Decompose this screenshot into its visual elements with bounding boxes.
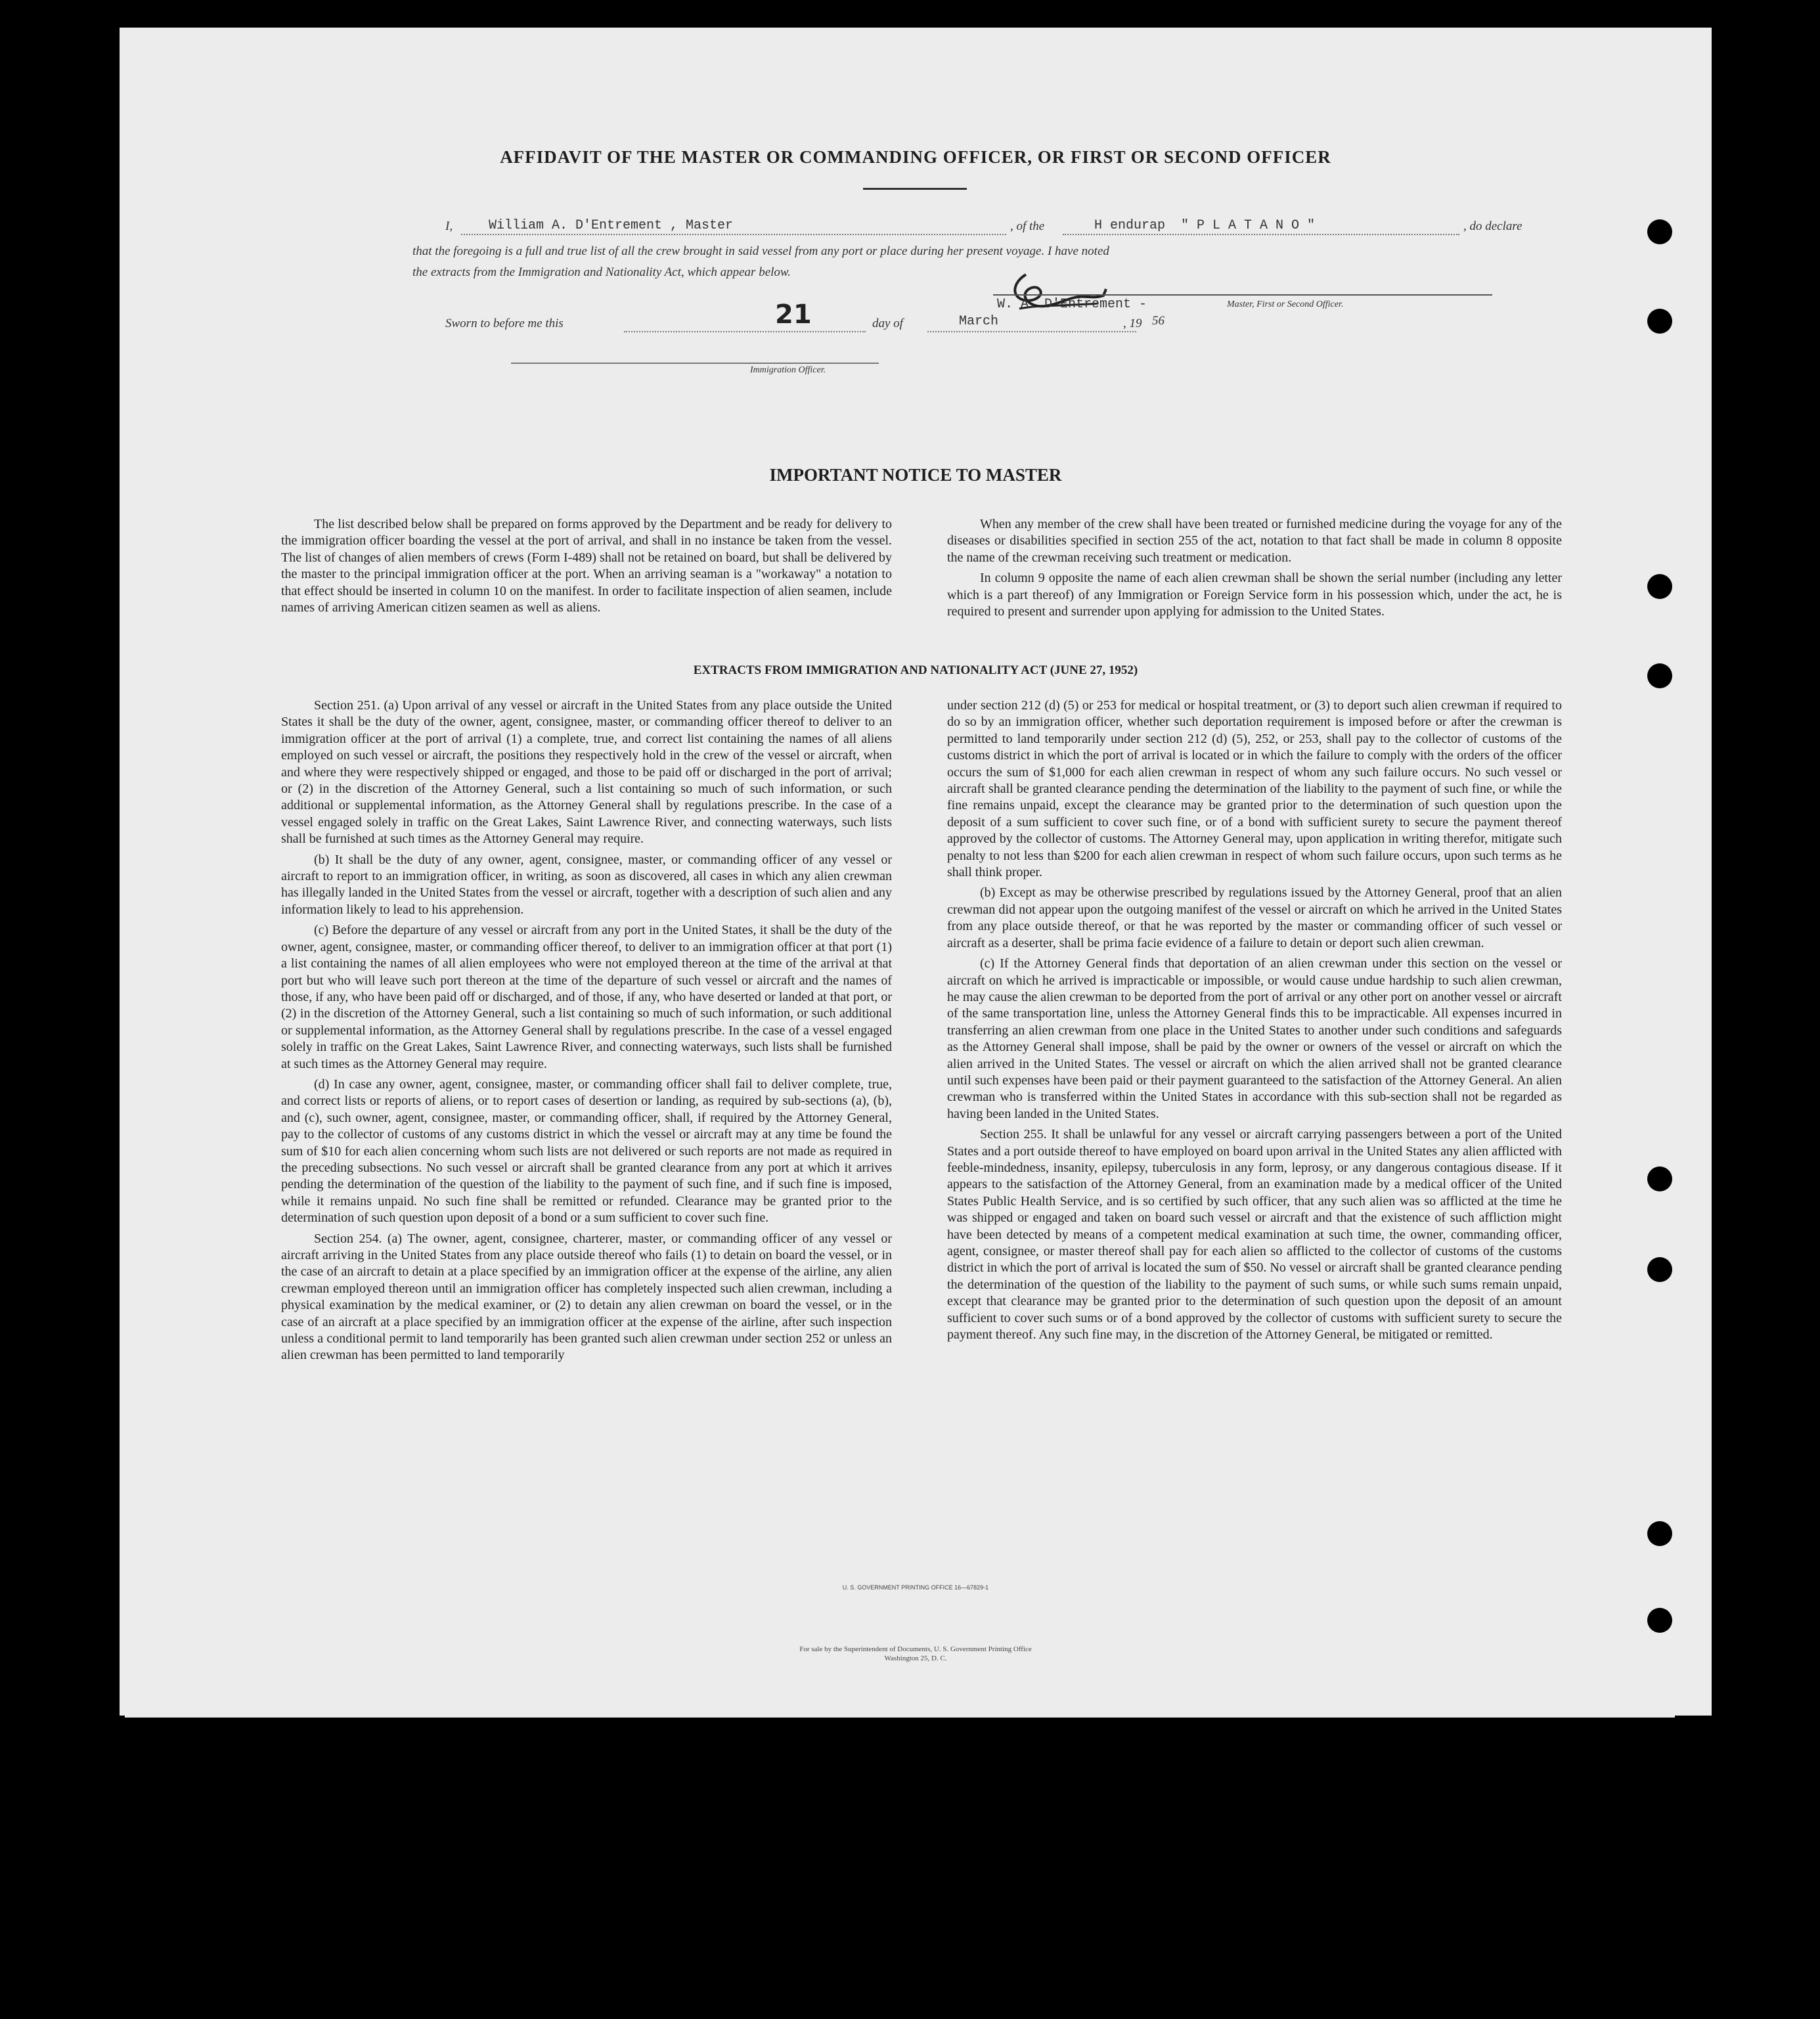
punch-hole: [1647, 309, 1672, 334]
vessel-name: H endurap " P L A T A N O ": [1094, 218, 1316, 233]
notice-left-column: [281, 516, 892, 620]
sworn-day: 21: [775, 300, 812, 330]
notice-right-column: [947, 516, 1562, 624]
extract-paragraph: Section 251. (a) Upon arrival of any vessel or aircraft in the United States from any place outside the United States it shall be the duty of the owner, agent, consignee, master, or commanding officer thereof to deliver to an immigration officer at the port of arrival (1) a complete, true, and correct list containing the names of all aliens employed on such vessel or aircraft, the positions they respectively hold in the crew of the vessel or aircraft, when and where they were respectively shipped or engaged, and those to be paid off or discharged in the port of arrival; or (2) in the discretion of the Attorney General, such a list containing so much of such information, or such additional or supplemental information, as the Attorney General shall by regulations prescribe. In the case of a vessel engaged solely in traffic on the Great Lakes, Saint Lawrence River, and connecting waterways, such lists shall be furnished at such times as the Attorney General may require.: [281, 698, 892, 847]
year-suffix: 56: [1152, 314, 1165, 328]
signature-line: [993, 294, 1492, 296]
gpo-imprint: U. S. GOVERNMENT PRINTING OFFICE 16—67829-1: [842, 1584, 989, 1591]
handwritten-signature: [1000, 269, 1118, 322]
year-prefix: , 19: [1123, 317, 1142, 330]
officer-line: [511, 363, 879, 364]
document-page: [120, 28, 1712, 1716]
punch-hole: [1647, 663, 1672, 688]
sworn-label: Sworn to before me this: [445, 317, 564, 330]
punch-hole: [1647, 219, 1672, 244]
affidavit-line-3: the extracts from the Immigration and Nationality Act, which appear below.: [412, 265, 791, 279]
page-footer: [120, 1645, 1712, 1663]
punch-hole: [1647, 1257, 1672, 1282]
notice-paragraph: The list described below shall be prepared on forms approved by the Department and be ready for delivery to the immigration officer boarding the vessel at the port of arrival, and shall in no instance be taken from the vessel. The list of changes of alien members of crews (Form I-489) shall not be retained on board, but shall be delivered by the master to the principal immigration officer at the port. When an arriving seaman is a "workaway" a notation to that effect should be inserted in column 10 on the manifest. In order to facilitate inspection of alien seamen, include names of arriving American citizen seamen as well as aliens.: [281, 517, 892, 615]
signature-role: Master, First or Second Officer.: [1227, 300, 1344, 309]
sworn-month-line: [927, 331, 1136, 332]
name-line: [461, 234, 1006, 235]
extract-paragraph: under section 212 (d) (5) or 253 for medical or hospital treatment, or (3) to deport such alien crewman if required to do so by an immigration officer, whether such deportation requirement is imposed before or after the crewman is permitted to land temporarily under section 212 (d) (5), 252, or 253, shall pay to the collector of customs of the customs district in which the port of arrival is located or in which the failure to comply with the orders of the officer occurs the sum of $1,000 for each alien crewman in respect of whom any such failure occurs. No such vessel or aircraft shall be granted clearance pending the determination of the liability to the payment of such fine, or while the fine remains unpaid, except the clearance may be granted prior to the determination of such question upon the deposit of a sum sufficient to cover such fine, or of a bond with sufficient surety to secure the payment thereof approved by the collector of customs. The Attorney General may, upon application in writing therefor, mitigate such penalty to not less than $200 for each alien crewman in respect of whom such failure occurs, upon such terms as he shall think proper.: [947, 698, 1562, 880]
notice-title: IMPORTANT NOTICE TO MASTER: [769, 465, 1062, 485]
affidavit-title: AFFIDAVIT OF THE MASTER OR COMMANDING OFFICER, OR FIRST OR SECOND OFFICER: [500, 147, 1331, 167]
extracts-left-column: [281, 698, 892, 1368]
sworn-day-line: [624, 331, 866, 332]
punch-hole: [1647, 1521, 1672, 1546]
affidavit-of-the: , of the: [1010, 219, 1045, 233]
affidavit-pre-i: I,: [445, 219, 453, 233]
affidavit-line-2: that the foregoing is a full and true list of all the crew brought in said vessel from any port or place during her present voyage. I have noted: [412, 244, 1109, 258]
extract-paragraph: Section 255. It shall be unlawful for any vessel or aircraft carrying passengers between a port of the United States and a port outside thereof to have employed on board upon arrival in the United States any alien afflicted with feeble-mindedness, insanity, epilepsy, tuberculosis in any form, leprosy, or any dangerous contagious disease. If it appears to the satisfaction of the Attorney General, from an examination made by a medical officer of the United States Public Health Service, and is so certified by such officer, that any such alien was so afflicted at the time he was shipped or engaged and taken on board such vessel or aircraft and that the existence of such affliction might have been detected by means of a competent medical examination at such time, the owner, commanding officer, agent, consignee, or master thereof shall pay for each alien so afflicted to the collector of customs of the customs district in which the port of arrival is located the sum of $50. No vessel or aircraft shall be granted clearance pending the determination of the question of the liability to the payment of such sums, or while such sums remain unpaid, except that clearance may be granted prior to the determination of such question upon the deposit of an amount sufficient to cover such sums or of a bond approved by the collector of customs with sufficient surety to secure the payment thereof. Any such fine may, in the discretion of the Attorney General, be mitigated or remitted.: [947, 1127, 1562, 1342]
notice-paragraph: In column 9 opposite the name of each alien crewman shall be shown the serial number (including any letter which is a part thereof) of any Immigration or Foreign Service form in his possession which, under the act, he is required to present and surrender upon applying for admission to the United States.: [947, 571, 1562, 619]
extract-paragraph: (c) Before the departure of any vessel or aircraft from any port in the United States, it shall be the duty of the owner, agent, consignee, master, or commanding officer thereof, to deliver to an immigration officer at that port (1) a list containing the names of all alien employees who were not employed thereon at the time of the arrival at that port but who will leave such port thereon at the time of the departure of such vessel or aircraft and the names of those, if any, who have been paid off or discharged, and of those, if any, who have deserted or landed at that port, or (2) in the discretion of the Attorney General, such a list containing so much of such information, or such additional or supplemental information, as the Attorney General shall by regulations prescribe. In the case of a vessel engaged solely in traffic on the Great Lakes, Saint Lawrence River, and connecting waterways, such lists shall be furnished at such times as the Attorney General may require.: [281, 923, 892, 1071]
notice-paragraph: When any member of the crew shall have been treated or furnished medicine during the voyage for any of the diseases or disabilities specified in section 255 of the act, notation to that fact shall be made in column 8 opposite the name of the crewman receiving such treatment or medication.: [947, 517, 1562, 565]
sworn-month: March: [959, 314, 999, 329]
extract-paragraph: (c) If the Attorney General finds that deportation of an alien crewman under this section on the vessel or aircraft on which he arrived is impracticable or impossible, or would cause undue hardship to such alien crewman, he may cause the alien crewman to be deported from the port of arrival or any other port on another vessel or aircraft of the same transportation line, unless the Attorney General finds this to be impracticable. All expenses incurred in transferring an alien crewman from one place in the United States to another under such conditions and safeguards as the Attorney General shall impose, shall be paid by the owner or owners of the vessel or aircraft on which the alien arrived in the United States. The vessel or aircraft on which the alien arrived shall not be granted clearance until such expenses have been paid or their payment guaranteed to the satisfaction of the Attorney General. An alien crewman who is transferred within the United States in accordance with this sub-section shall not be regarded as having been landed in the United States.: [947, 956, 1562, 1121]
footer-line-2: Washington 25, D. C.: [884, 1654, 947, 1662]
extract-paragraph: Section 254. (a) The owner, agent, consignee, charterer, master, or commanding officer of any vessel or aircraft arriving in the United States from any place outside thereof who fails (1) to detain on board the vessel, or in the case of an aircraft to detain at a place specified by an immigration officer at the expense of the airline, any alien crewman employed thereon until an immigration officer has completely inspected such alien crewman, including a physical examination by the medical examiner, or (2) to detain any alien crewman on board the vessel, or in the case of an aircraft at a place specified by an immigration officer at the expense of the airline, after such inspection unless a conditional permit to land temporarily has been granted such alien crewman under section 252 or unless an alien crewman has been permitted to land temporarily: [281, 1231, 892, 1363]
typed-signature: W. A. D'Entrement -: [997, 297, 1147, 312]
master-name: William A. D'Entrement , Master: [489, 218, 734, 233]
vessel-line: [1063, 234, 1459, 235]
punch-hole: [1647, 1608, 1672, 1633]
punch-hole: [1647, 1166, 1672, 1191]
extracts-title: EXTRACTS FROM IMMIGRATION AND NATIONALITY ACT (JUNE 27, 1952): [693, 663, 1138, 677]
day-of-label: day of: [872, 317, 903, 330]
extract-paragraph: (b) It shall be the duty of any owner, agent, consignee, master, or commanding officer of any vessel or aircraft to report to an immigration officer, in writing, as soon as discovered, all cases in which any alien crewman has illegally landed in the United States from the vessel or aircraft, together with a description of such alien and any information likely to lead to his apprehension.: [281, 852, 892, 917]
affidavit-do-declare: , do declare: [1463, 219, 1522, 233]
officer-label: Immigration Officer.: [750, 365, 826, 375]
page-bottom-edge: [125, 1711, 1675, 1718]
extract-paragraph: (d) In case any owner, agent, consignee, master, or commanding officer shall fail to deliver complete, true, and correct lists or reports of aliens, or to report cases of desertion or landing, as required by sub-sections (a), (b), and (c), such owner, agent, consignee, master, or commanding officer, shall, if required by the Attorney General, pay to the collector of customs of any customs district in which the vessel or aircraft may at any time be found the sum of $10 for each alien concerning whom such lists are not delivered or such reports are not made as required in the preceding subsections. No such vessel or aircraft shall be granted clearance from any port at which it arrives pending the determination of the question of the liability to the payment of such fine, and if such fine is imposed, while it remains unpaid. No such fine shall be remitted or refunded. Clearance may be granted prior to the determination of such question upon deposit of a bond or a sum sufficient to cover such fine.: [281, 1076, 892, 1226]
footer-line-1: For sale by the Superintendent of Documents, U. S. Government Printing Office: [799, 1645, 1032, 1653]
extract-paragraph: (b) Except as may be otherwise prescribed by regulations issued by the Attorney General, proof that an alien crewman did not appear upon the outgoing manifest of the vessel or aircraft on which he arrived in the United States from any place outside thereof, or that he was reported by the master or commanding officer of such vessel or aircraft as a deserter, shall be prima facie evidence of a failure to detain or deport such alien crewman.: [947, 885, 1562, 950]
punch-hole: [1647, 574, 1672, 599]
extracts-right-column: [947, 698, 1562, 1347]
title-rule: [863, 188, 967, 190]
